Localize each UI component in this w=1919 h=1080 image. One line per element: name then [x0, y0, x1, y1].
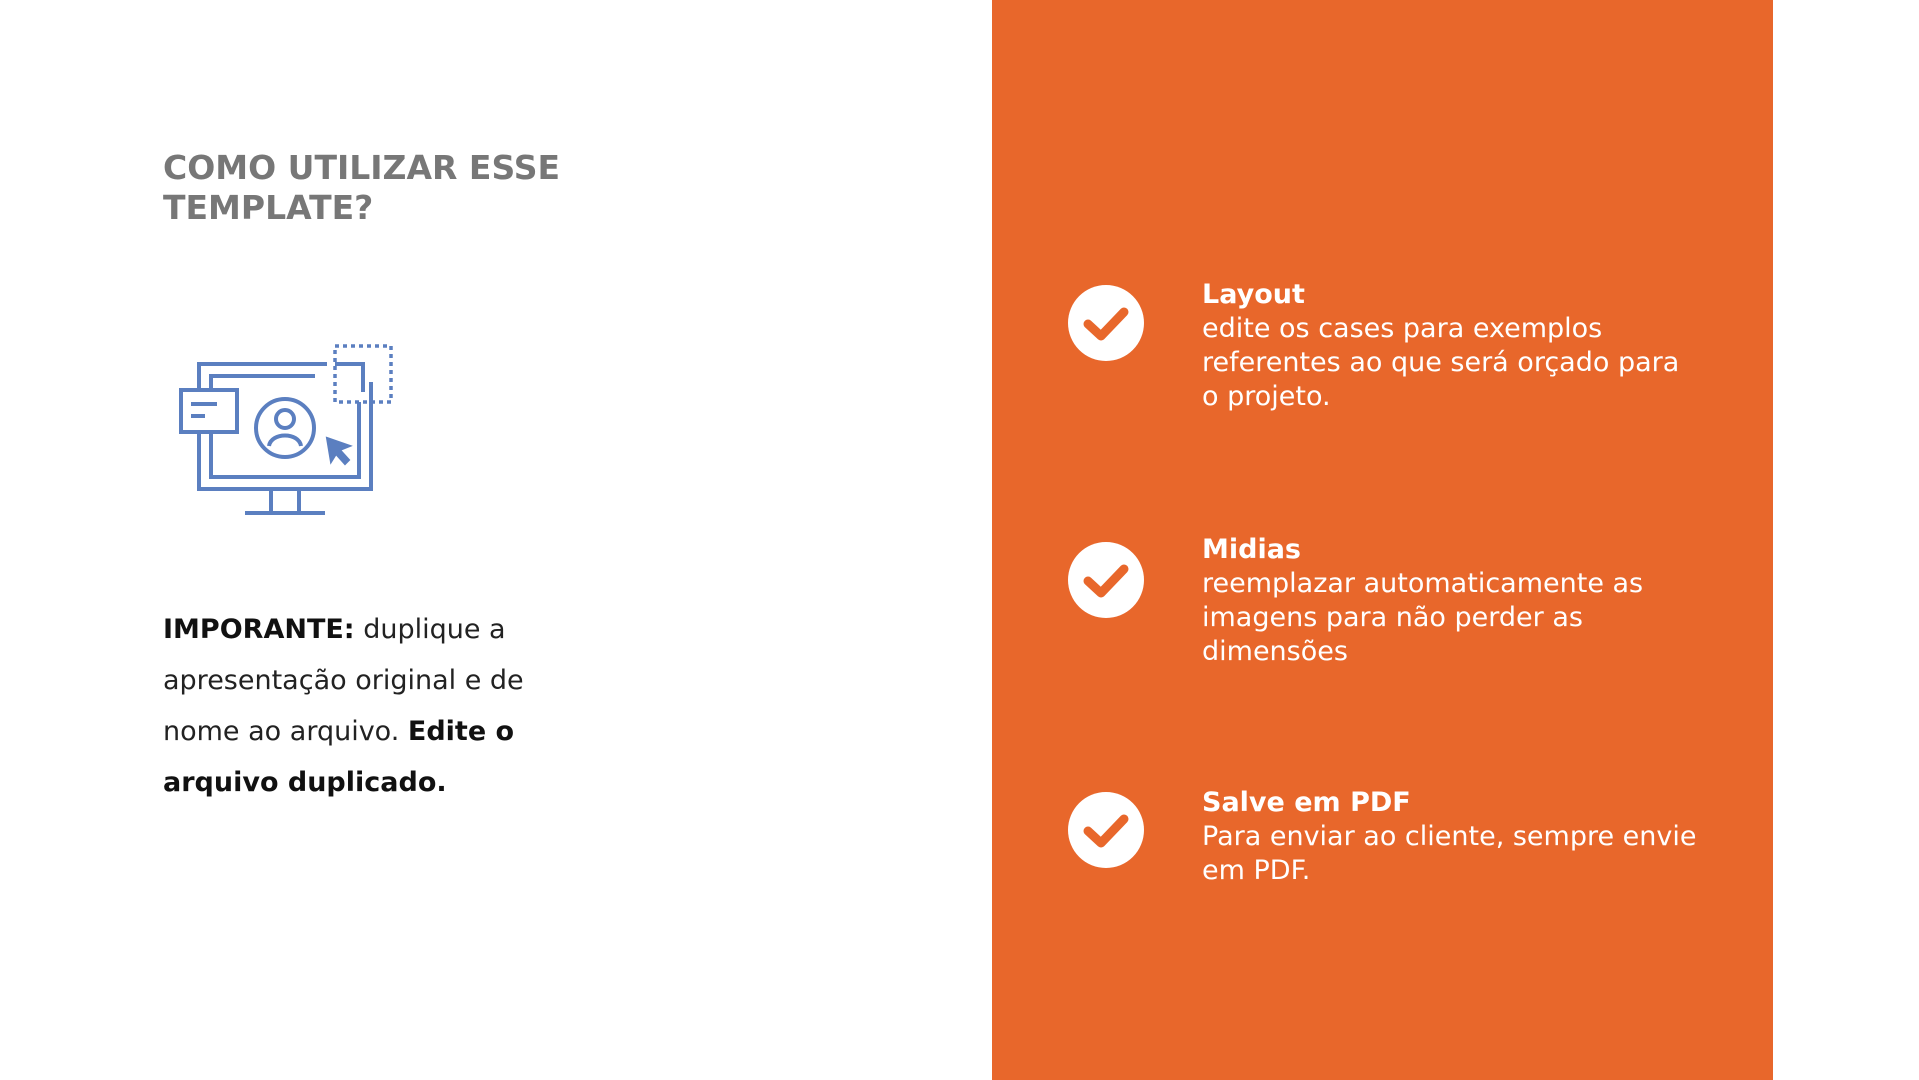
important-note	[163, 604, 603, 808]
check-circle-icon	[1068, 285, 1144, 361]
feature-text	[1202, 278, 1702, 414]
important-emphasis: Edite o arquivo duplicado.	[163, 716, 515, 798]
feature-description: Para enviar ao cliente, sempre envie em PDF.	[1202, 821, 1697, 886]
feature-title: Midias	[1202, 534, 1301, 565]
feature-title: Layout	[1202, 279, 1305, 310]
feature-description: edite os cases para exemplos referentes ao que será orçado para o projeto.	[1202, 313, 1680, 412]
features-panel	[992, 0, 1773, 1080]
check-circle-icon	[1068, 792, 1144, 868]
important-label: IMPORANTE:	[163, 614, 355, 645]
feature-text	[1202, 533, 1702, 669]
feature-text	[1202, 786, 1702, 888]
important-text: duplique a apresentação original e de nome ao arquivo.	[163, 614, 524, 747]
monitor-user-cursor-icon	[175, 342, 395, 517]
page-title: COMO UTILIZAR ESSE TEMPLATE?	[163, 148, 561, 227]
check-circle-icon	[1068, 542, 1144, 618]
feature-title: Salve em PDF	[1202, 787, 1411, 818]
feature-description: reemplazar automaticamente as imagens para não perder as dimensões	[1202, 568, 1644, 667]
